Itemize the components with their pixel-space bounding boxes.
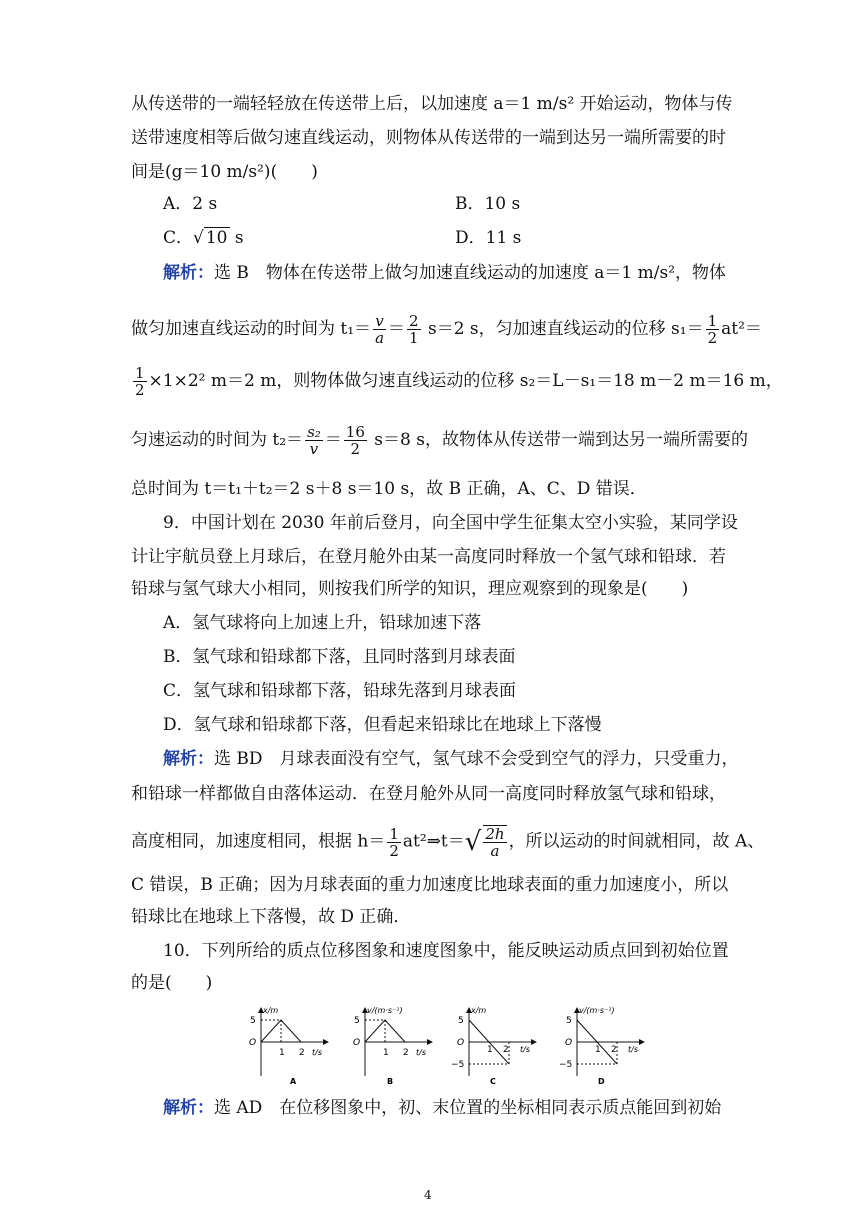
q10-graphs — [240, 1000, 660, 1090]
fraction — [407, 313, 421, 346]
q9-option-a: A．氢气球将向上加速上升，铅球加速下落 — [163, 613, 482, 633]
q8-option-d: D．11 s — [455, 228, 522, 248]
graph-line — [365, 1020, 405, 1042]
solution-label: 解析： — [163, 1098, 214, 1118]
sol8-l2a: 做匀加速直线运动的时间为 t₁＝ — [131, 319, 372, 339]
page-number: 4 — [424, 1188, 432, 1202]
q9-option-b: B．氢气球和铅球都下落，且同时落到月球表面 — [163, 647, 516, 667]
q9-line3: 铅球与氢气球大小相同，则按我们所学的知识，理应观察到的现象是( ) — [131, 579, 689, 599]
sol10-line1 — [163, 1097, 721, 1119]
sol9-line3 — [131, 825, 764, 859]
x-tick-2: 2 — [299, 1048, 305, 1058]
sol8-l2b: s＝2 s，匀加速直线运动的位移 s₁＝ — [422, 319, 704, 339]
sol8-l3: ×1×2² m＝2 m，则物体做匀速直线运动的位移 s₂＝L－s₁＝18 m－2 m＝16 m， — [148, 371, 783, 391]
numerator: v — [373, 313, 386, 330]
fraction — [706, 313, 720, 346]
y-neg-tick-label: −5 — [451, 1060, 465, 1070]
equals: ＝ — [388, 319, 406, 339]
solution-label: 解析： — [163, 749, 214, 769]
fraction — [483, 825, 506, 859]
q9-line2: 计让宇航员登上月球后，在登月舱外由某一高度同时释放一个氢气球和铅球．若 — [131, 547, 726, 567]
denominator: 2 — [389, 841, 399, 860]
numerator: 1 — [707, 312, 718, 330]
x-tick-1: 1 — [383, 1048, 389, 1058]
q8-option-c-radicand: 10 — [205, 228, 228, 248]
y-tick-label: 5 — [458, 1016, 464, 1026]
y-axis-label: x/m — [471, 1006, 487, 1015]
sol9-line2: 和铅球一样都做自由落体运动．在登月舱外从同一高度同时释放氢气球和铅球， — [131, 784, 726, 804]
origin-label: O — [457, 1038, 465, 1048]
y-axis-label: v/(m·s⁻¹) — [367, 1006, 403, 1015]
numerator: 2h — [485, 825, 505, 843]
y-axis-label: x/m — [263, 1006, 279, 1015]
q8-line1: 从传送带的一端轻轻放在传送带上后，以加速度 a＝1 m/s² 开始运动，物体与传 — [131, 94, 733, 114]
sol8-l4a: 匀速运动的时间为 t₂＝ — [131, 430, 304, 450]
q10-line2: 的是( ) — [131, 973, 213, 993]
numerator: 1 — [389, 824, 399, 843]
graph-line — [261, 1020, 301, 1042]
x-tick-2: 2 — [403, 1048, 409, 1058]
q9-option-c: C．氢气球和铅球都下落，铅球先落到月球表面 — [163, 681, 517, 701]
sol9-text1: 选 BD 月球表面没有空气，氢气球不会受到空气的浮力，只受重力， — [214, 749, 739, 769]
y-tick-label: 5 — [250, 1016, 256, 1026]
sol8-line1 — [163, 262, 726, 284]
solution-label: 解析： — [163, 263, 214, 283]
denominator: v — [309, 440, 319, 458]
denominator: 1 — [409, 329, 419, 347]
sol8-l2c: at²＝ — [721, 319, 762, 339]
sqrt-symbol: √ — [193, 228, 204, 248]
denominator: 2 — [350, 440, 361, 458]
sol9-line1 — [163, 748, 739, 770]
origin-label: O — [565, 1038, 573, 1048]
q8-option-c — [163, 227, 244, 249]
graph-b — [353, 1006, 432, 1086]
q10-line1: 10．下列所给的质点位移图象和速度图象中，能反映运动质点回到初始位置 — [163, 941, 729, 961]
origin-label: O — [353, 1038, 361, 1048]
graph-a — [249, 1006, 328, 1086]
denominator: 2 — [135, 381, 145, 399]
q9-line1: 9．中国计划在 2030 年前后登月，向全国中学生征集太空小实验，某同学设 — [163, 513, 738, 533]
sol8-line5: 总时间为 t＝t₁＋t₂＝2 s＋8 s＝10 s，故 B 正确，A、C、D 错误． — [131, 479, 647, 499]
numerator: 1 — [135, 364, 145, 382]
q8-option-c-prefix: C． — [163, 228, 194, 248]
denominator: a — [375, 329, 385, 347]
q9-option-d: D．氢气球和铅球都下落，但看起来铅球比在地球上下落慢 — [163, 715, 602, 735]
sol8-text1: 选 B 物体在传送带上做匀加速直线运动的加速度 a＝1 m/s²，物体 — [214, 263, 727, 283]
sol9-line4: C 错误，B 正确；因为月球表面的重力加速度比地球表面的重力加速度小，所以 — [131, 875, 729, 895]
x-axis-label: t/s — [520, 1045, 530, 1054]
sol9-line5: 铅球比在地球上下落慢，故 D 正确． — [131, 907, 411, 927]
q8-line3: 间是(g＝10 m/s²)( ) — [131, 162, 318, 182]
sqrt-symbol: √ — [464, 827, 482, 857]
q8-option-a: A．2 s — [163, 194, 218, 214]
equals: ＝ — [324, 430, 342, 450]
denominator: a — [490, 842, 500, 860]
x-tick-1: 1 — [595, 1045, 601, 1055]
origin-label: O — [249, 1038, 257, 1048]
fraction — [133, 365, 147, 398]
fraction — [305, 424, 323, 457]
sol8-line4 — [131, 424, 748, 457]
graph-label: C — [490, 1077, 496, 1086]
x-axis-label: t/s — [312, 1048, 322, 1057]
fraction — [373, 313, 386, 346]
x-tick-1: 1 — [279, 1048, 285, 1058]
numerator: 16 — [345, 423, 365, 441]
sol10-text1: 选 AD 在位移图象中，初、末位置的坐标相同表示质点能回到初始 — [214, 1098, 722, 1118]
y-neg-tick-label: −5 — [559, 1060, 573, 1070]
y-tick-label: 5 — [566, 1016, 572, 1026]
q8-option-b: B．10 s — [455, 194, 521, 214]
y-axis-label: v/(m·s⁻¹) — [579, 1006, 615, 1015]
sol8-line2 — [131, 313, 762, 346]
q8-option-c-unit: s — [229, 228, 244, 248]
q8-line2: 送带速度相等后做匀速直线运动，则物体从传送带的一端到达另一端所需要的时 — [131, 128, 726, 148]
numerator: 2 — [409, 312, 419, 330]
sol9-l3c: ，所以运动的时间就相同，故 A、 — [508, 831, 765, 852]
sol8-line3 — [131, 365, 783, 398]
graph-c — [451, 1006, 536, 1086]
numerator: s₂ — [307, 423, 321, 441]
x-axis-label: t/s — [416, 1048, 426, 1057]
denominator: 2 — [707, 329, 718, 347]
sol9-l3a: 高度相同，加速度相同，根据 h＝ — [131, 831, 386, 852]
fraction — [387, 826, 401, 859]
graph-d — [559, 1006, 644, 1086]
sol9-l3b: at²⇒t＝ — [402, 831, 465, 852]
x-tick-2: 2 — [611, 1045, 617, 1055]
fraction — [344, 424, 367, 457]
graph-label: D — [598, 1077, 605, 1086]
x-tick-1: 1 — [487, 1045, 493, 1055]
graph-label: A — [290, 1077, 297, 1086]
x-tick-2: 2 — [503, 1045, 509, 1055]
graph-label: B — [387, 1077, 394, 1086]
sol8-l4b: s＝8 s，故物体从传送带一端到达另一端所需要的 — [368, 430, 748, 450]
x-axis-label: t/s — [628, 1045, 638, 1054]
y-tick-label: 5 — [354, 1016, 360, 1026]
